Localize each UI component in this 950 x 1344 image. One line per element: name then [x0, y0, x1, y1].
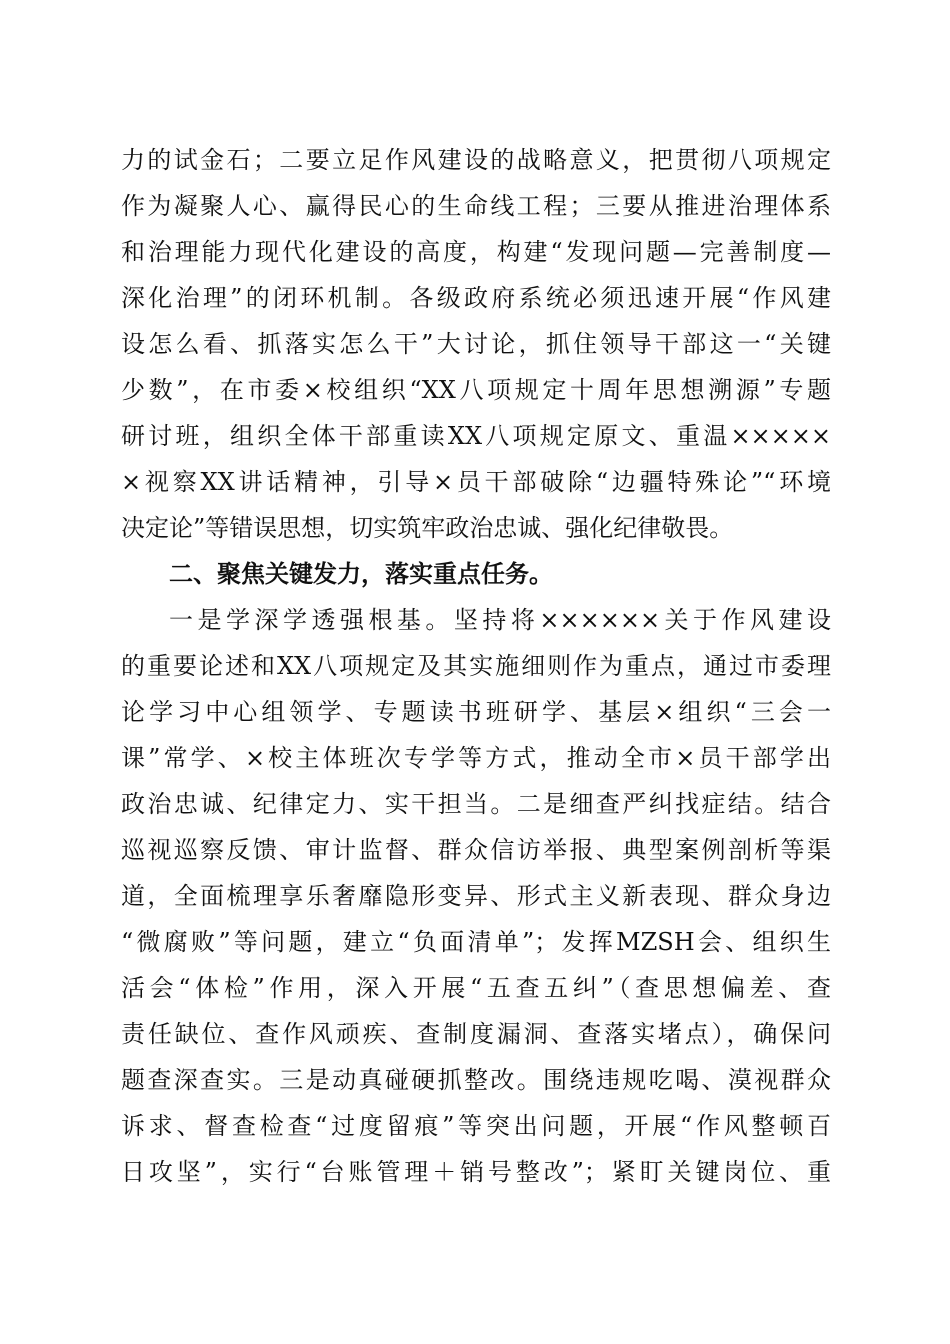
section-heading: 二、聚焦关键发力，落实重点任务。: [169, 560, 553, 588]
paragraph-line: 诉求、督查检查“过度留痕”等突出问题，开展“作风整顿百: [121, 1112, 831, 1140]
paragraph-line: 日攻坚”，实行“台账管理＋销号整改”；紧盯关键岗位、重: [121, 1158, 831, 1186]
paragraph-line: 作为凝聚人心、赢得民心的生命线工程；三要从推进治理体系: [121, 192, 831, 220]
paragraph-line: 责任缺位、查作风顽疾、查制度漏洞、查落实堵点），确保问: [121, 1020, 831, 1048]
paragraph-line: “微腐败”等问题，建立“负面清单”；发挥MZSH会、组织生: [121, 928, 831, 956]
paragraph-line: 深化治理”的闭环机制。各级政府系统必须迅速开展“作风建: [121, 284, 831, 312]
paragraph-line: 一是学深学透强根基。坚持将××××××关于作风建设: [169, 606, 831, 634]
paragraph-line: 决定论”等错误思想，切实筑牢政治忠诚、强化纪律敬畏。: [121, 514, 734, 542]
paragraph-line: 题查深查实。三是动真碰硬抓整改。围绕违规吃喝、漠视群众: [121, 1066, 831, 1094]
paragraph-line: 论学习中心组领学、专题读书班研学、基层×组织“三会一: [121, 698, 831, 726]
paragraph-line: 和治理能力现代化建设的高度，构建“发现问题—完善制度—: [121, 238, 831, 266]
paragraph-line: 道，全面梳理享乐奢靡隐形变异、形式主义新表现、群众身边: [121, 882, 831, 910]
paragraph-line: 少数”，在市委×校组织“XX八项规定十周年思想溯源”专题: [121, 376, 831, 404]
paragraph-line: 力的试金石；二要立足作风建设的战略意义，把贯彻八项规定: [121, 146, 831, 174]
paragraph-line: 活会“体检”作用，深入开展“五查五纠”（查思想偏差、查: [121, 974, 831, 1002]
paragraph-line: 巡视巡察反馈、审计监督、群众信访举报、典型案例剖析等渠: [121, 836, 831, 864]
paragraph-line: 研讨班，组织全体干部重读XX八项规定原文、重温×××××: [121, 422, 831, 450]
paragraph-line: ×视察XX讲话精神，引导×员干部破除“边疆特殊论”“环境: [121, 468, 831, 496]
paragraph-line: 课”常学、×校主体班次专学等方式，推动全市×员干部学出: [121, 744, 831, 772]
paragraph-line: 的重要论述和XX八项规定及其实施细则作为重点，通过市委理: [121, 652, 831, 680]
paragraph-line: 设怎么看、抓落实怎么干”大讨论，抓住领导干部这一“关键: [121, 330, 831, 358]
paragraph-line: 政治忠诚、纪律定力、实干担当。二是细查严纠找症结。结合: [121, 790, 831, 818]
